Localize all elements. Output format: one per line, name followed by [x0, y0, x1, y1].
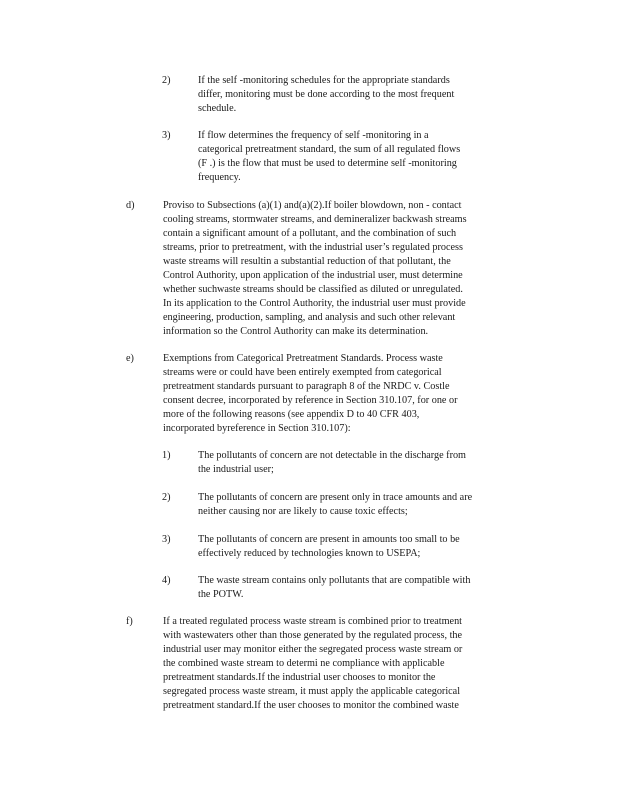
item-label: d) — [126, 200, 135, 211]
list-item-3-small-amounts — [162, 533, 507, 561]
text-line: differ, monitoring must be done according to the most frequent — [198, 89, 455, 100]
text-line: Exemptions from Categorical Pretreatment Standards. Process waste — [163, 353, 443, 364]
text-line: the combined waste stream to determi ne compliance with applicable — [163, 658, 445, 669]
text-line: cooling streams, stormwater streams, and demineralizer backwash streams — [163, 214, 467, 225]
text-line: neither causing nor are likely to cause toxic effects; — [198, 506, 408, 517]
text-line: The pollutants of concern are present in amounts too small to be — [198, 534, 460, 545]
text-line: incorporated byreference in Section 310.107): — [163, 423, 351, 434]
text-line: If flow determines the frequency of self -monitoring in a — [198, 130, 429, 141]
item-text — [163, 352, 510, 436]
text-line: frequency. — [198, 172, 241, 183]
text-line: Proviso to Subsections (a)(1) and(a)(2).If boiler blowdown, non - contact — [163, 200, 462, 211]
item-label: 2) — [162, 492, 171, 503]
item-label: 3) — [162, 534, 171, 545]
text-line: the industrial user; — [198, 464, 274, 475]
list-item-3-flow — [162, 129, 498, 185]
item-text — [198, 449, 514, 477]
text-line: more of the following reasons (see appendix D to 40 CFR 403, — [163, 409, 420, 420]
text-line: pretreatment standards.If the industrial user chooses to monitor the — [163, 672, 436, 683]
list-item-1-not-detectable — [162, 449, 514, 477]
item-text — [198, 491, 520, 519]
text-line: Control Authority, upon application of the industrial user, must determine — [163, 270, 463, 281]
text-line: (F .) is the flow that must be used to determine self -monitoring — [198, 158, 457, 169]
text-line: If a treated regulated process waste stream is combined prior to treatment — [163, 616, 462, 627]
item-text — [198, 129, 498, 185]
text-line: The pollutants of concern are present only in trace amounts and are — [198, 492, 473, 503]
text-line: If the self -monitoring schedules for the appropriate standards — [198, 75, 450, 86]
text-line: categorical pretreatment standard, the sum of all regulated flows — [198, 144, 461, 155]
text-line: schedule. — [198, 103, 237, 114]
item-text — [198, 74, 498, 116]
text-line: waste streams will resultin a substantial reduction of that pollutant, the — [163, 256, 451, 267]
text-line: with wastewaters other than those generated by the regulated process, the — [163, 630, 463, 641]
item-label: 3) — [162, 130, 171, 141]
item-label: 2) — [162, 75, 171, 86]
text-line: The waste stream contains only pollutants that are compatible with — [198, 575, 471, 586]
text-line: whether suchwaste streams should be classified as diluted or unregulated. — [163, 284, 463, 295]
text-line: pretreatment standards pursuant to paragraph 8 of the NRDC v. Costle — [163, 381, 450, 392]
section-f-combined-streams — [126, 615, 516, 713]
text-line: segregated process waste stream, it must apply the applicable categorical — [163, 686, 461, 697]
item-text — [163, 199, 516, 339]
section-e-exemptions — [126, 352, 510, 436]
text-line: effectively reduced by technologies known to USEPA; — [198, 548, 421, 559]
text-line: In its application to the Control Authority, the industrial user must provide — [163, 298, 466, 309]
text-line: the POTW. — [198, 589, 244, 600]
text-line: information so the Control Authority can make its determination. — [163, 326, 429, 337]
list-item-4-compatible — [162, 574, 520, 602]
item-label: 1) — [162, 450, 171, 461]
item-label: 4) — [162, 575, 171, 586]
item-text — [163, 615, 516, 713]
text-line: pretreatment standard.If the user chooses to monitor the combined waste — [163, 700, 459, 711]
item-text — [198, 533, 507, 561]
text-line: consent decree, incorporated by reference in Section 310.107, for one or — [163, 395, 458, 406]
text-line: engineering, production, sampling, and analysis and such other relevant — [163, 312, 456, 323]
text-line: streams were or could have been entirely exempted from categorical — [163, 367, 442, 378]
item-label: f) — [126, 616, 133, 627]
text-line: industrial user may monitor either the segregated process waste stream or — [163, 644, 463, 655]
text-line: streams, prior to pretreatment, with the industrial user’s regulated process — [163, 242, 463, 253]
list-item-2-schedules — [162, 74, 498, 116]
item-text — [198, 574, 520, 602]
list-item-2-trace-amounts — [162, 491, 520, 519]
section-d-proviso — [126, 199, 516, 339]
text-line: The pollutants of concern are not detectable in the discharge from — [198, 450, 466, 461]
item-label: e) — [126, 353, 134, 364]
text-line: contain a significant amount of a pollutant, and the combination of such — [163, 228, 457, 239]
